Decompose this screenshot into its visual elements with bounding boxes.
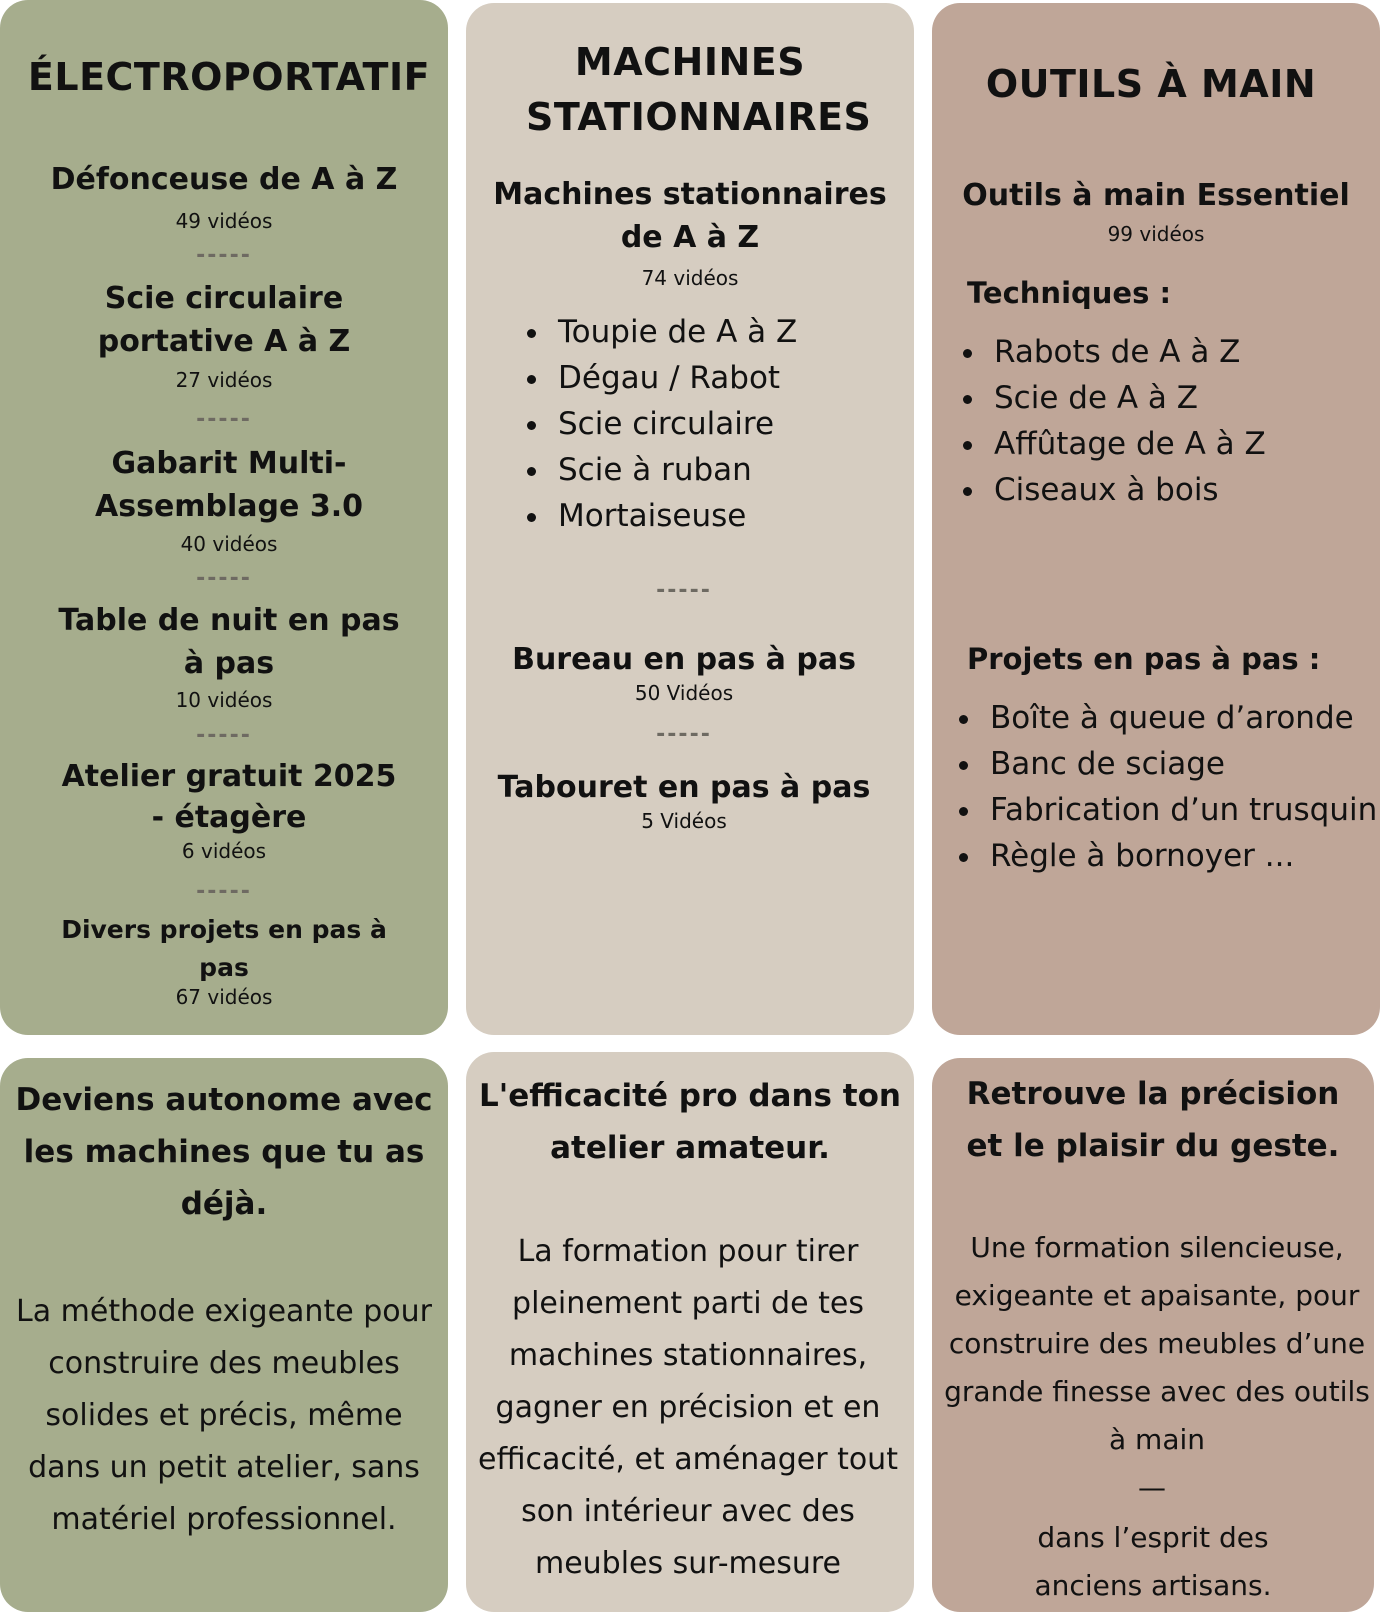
course-count: 40 vidéos — [180, 532, 278, 556]
course-title[interactable]: Tabouret en pas à pas — [497, 770, 871, 805]
list-item: • Banc de sciage — [984, 741, 1380, 787]
list-item: • Toupie de A à Z — [552, 309, 914, 355]
card-electroportatif[interactable] — [0, 0, 448, 1035]
promo-outils-a-main[interactable] — [932, 1058, 1374, 1612]
promo-body: La méthode exigeante pour construire des meubles solides et précis, même dans un petit atelier, sans matériel professionnel. — [16, 1294, 432, 1537]
course-title[interactable]: Atelier gratuit 2025 - étagère — [61, 759, 397, 835]
machines-list — [508, 309, 914, 539]
course-title[interactable]: Bureau en pas à pas — [512, 642, 856, 677]
course-title[interactable]: Défonceuse de A à Z — [50, 162, 398, 197]
separator: ----- — [196, 879, 252, 904]
course-title[interactable]: Machines stationnaires de A à Z — [493, 177, 887, 255]
course-count: 6 vidéos — [181, 839, 267, 863]
list-item: • Fabrication d’un trusquin — [984, 787, 1380, 833]
techniques-label: Techniques : — [967, 276, 1172, 310]
list-item: • Scie à ruban — [552, 447, 914, 493]
course-count: 74 vidéos — [641, 266, 739, 290]
promo-title: Deviens autonome avec les machines que tu as déjà. — [15, 1082, 433, 1222]
card-machines-stationnaires[interactable] — [466, 3, 914, 1035]
promo-body: La formation pour tirer pleinement parti de tes machines stationnaires, gagner en précision et en efficacité, et aménager tout son intérieur avec des meubles sur-mesure — [478, 1234, 898, 1581]
course-count: 67 vidéos — [175, 985, 273, 1009]
separator: ----- — [196, 243, 252, 268]
promo-dash: — — [1138, 1471, 1166, 1504]
course-title[interactable]: Divers projets en pas à pas — [61, 915, 387, 982]
card-outils-a-main[interactable] — [932, 3, 1380, 1035]
techniques-list — [944, 329, 1278, 513]
promo-electroportatif[interactable] — [0, 1058, 448, 1612]
course-title[interactable]: Scie circulaire portative A à Z — [97, 281, 351, 359]
list-item: • Règle à bornoyer ... — [984, 833, 1380, 879]
course-count: 27 vidéos — [175, 368, 273, 392]
list-item: • Rabots de A à Z — [988, 329, 1278, 375]
course-count: 5 Vidéos — [641, 809, 727, 833]
list-item: • Mortaiseuse — [552, 493, 914, 539]
separator: ----- — [656, 578, 712, 603]
promo-body: Une formation silencieuse, exigeante et apaisante, pour construire des meubles d’une grande finesse avec des outils à main — [944, 1231, 1370, 1456]
course-count: 50 Vidéos — [634, 681, 734, 705]
promo-machines-stationnaires[interactable] — [466, 1052, 914, 1612]
card-heading: ÉLECTROPORTATIF — [27, 55, 431, 99]
course-count: 99 vidéos — [1107, 222, 1205, 246]
separator: ----- — [656, 722, 712, 747]
separator: ----- — [196, 407, 252, 432]
promo-body-end: dans l’esprit des anciens artisans. — [1034, 1521, 1272, 1602]
course-title[interactable]: Gabarit Multi-Assemblage 3.0 — [95, 446, 363, 524]
projects-label: Projets en pas à pas : — [967, 642, 1321, 676]
list-item: • Affûtage de A à Z — [988, 421, 1278, 467]
promo-title: Retrouve la précision et le plaisir du geste. — [966, 1076, 1340, 1164]
course-count: 10 vidéos — [175, 688, 273, 712]
separator: ----- — [196, 723, 252, 748]
separator: ----- — [196, 566, 252, 591]
course-title[interactable]: Table de nuit en pas à pas — [58, 603, 400, 681]
course-title[interactable]: Outils à main Essentiel — [962, 178, 1350, 213]
list-item: • Dégau / Rabot — [552, 355, 914, 401]
list-item: • Boîte à queue d’aronde — [984, 695, 1380, 741]
card-heading: OUTILS À MAIN — [985, 62, 1317, 106]
list-item: • Scie circulaire — [552, 401, 914, 447]
course-count: 49 vidéos — [175, 209, 273, 233]
card-heading: MACHINES STATIONNAIRES — [526, 40, 872, 139]
promo-title: L'efficacité pro dans ton atelier amateur. — [479, 1078, 901, 1166]
projects-list — [940, 695, 1380, 879]
list-item: • Scie de A à Z — [988, 375, 1278, 421]
list-item: • Ciseaux à bois — [988, 467, 1278, 513]
